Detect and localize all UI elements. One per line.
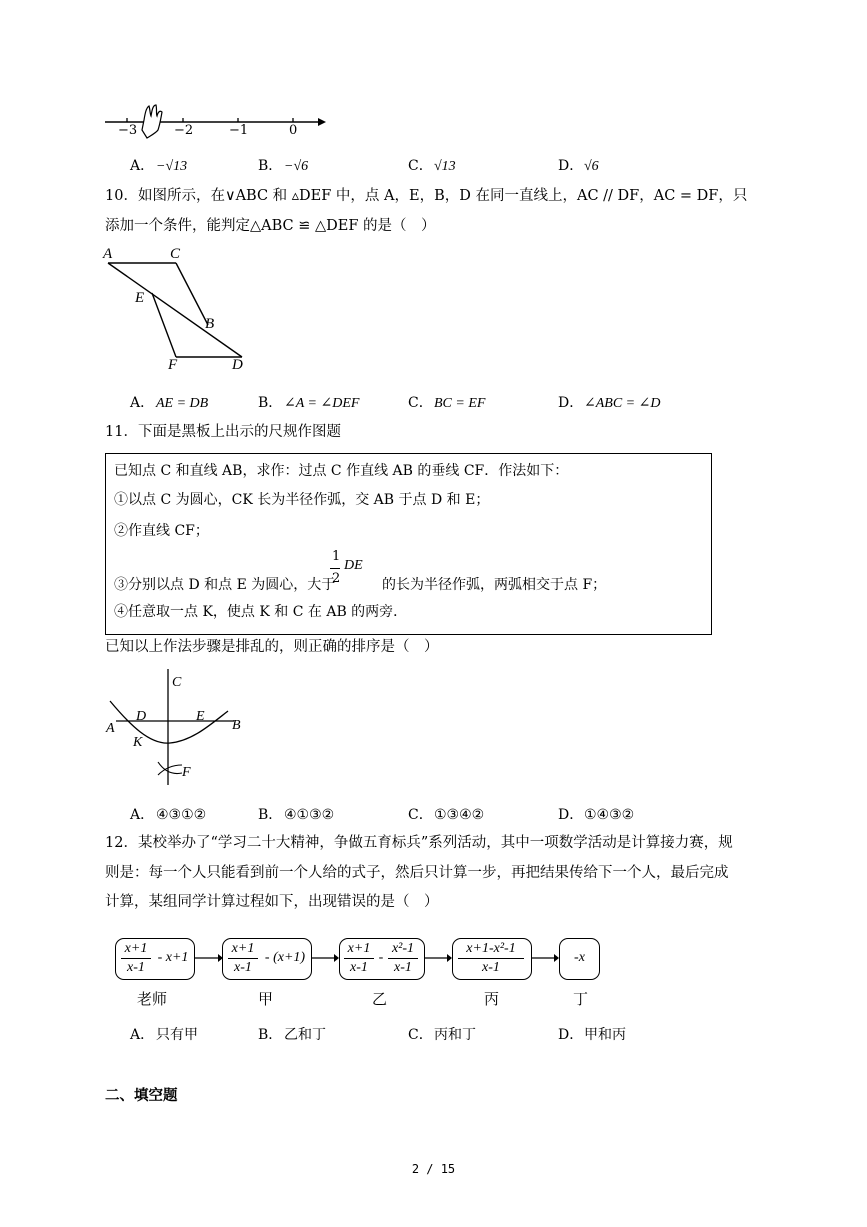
chain-caption-bing: 丙 [484,990,500,1008]
option-value: ④①③② [284,807,335,823]
q9-option-a[interactable] [130,155,187,175]
q12-option-c[interactable] [408,1024,476,1044]
q11-option-a[interactable] [130,804,206,824]
option-value: AE = DB [156,396,209,411]
page-number: 2 / 15 [411,1162,456,1176]
chain-teacher-bar [121,958,151,959]
chain-jia-den: x-1 [234,960,252,975]
chain-yi-mid: - [378,950,384,965]
q11-box-frac-bar [330,568,340,569]
chain-arrows [190,950,565,966]
q11-option-c[interactable] [408,804,484,824]
q11-box-line4-post: 的长为半径作弧，两弧相交于点 F； [382,577,607,593]
chain-yi-num2: x²-1 [391,941,415,956]
option-letter: C． [408,395,433,411]
chain-teacher-num: x+1 [124,941,148,956]
q10-line2: 添加一个条件，能判定△ABC ≌ △DEF 的是（ ） [105,218,436,234]
tick-label-neg2: −2 [174,123,194,138]
option-value: ④③①② [156,807,207,823]
option-value: ∠ABC = ∠D [584,396,661,411]
q11-box-line1: 已知点 C 和直线 AB，求作：过点 C 作直线 AB 的垂线 CF．作法如下： [114,463,569,479]
q10-label-c: C [170,246,181,262]
option-letter: D． [558,807,584,823]
section-heading: 二、填空题 [105,1087,178,1104]
option-letter: D． [558,158,584,174]
q11-intro: 11．下面是黑板上出示的尺规作图题 [105,424,341,440]
option-value: ①④③② [584,807,635,823]
q9-option-d[interactable] [558,155,599,175]
q11-option-d[interactable] [558,804,634,824]
q11-box-frac-tail: DE [344,558,363,573]
q11-label-b: B [232,718,241,733]
q11-label-c: C [172,675,182,690]
option-letter: B． [258,807,283,823]
chain-teacher-den: x-1 [127,960,145,975]
q11-label-k: K [133,735,143,750]
q9-option-b[interactable] [258,155,308,175]
q12-line1: 12．某校举办了“学习二十大精神，争做五育标兵”系列活动，其中一项数学活动是计算接力赛，规 [105,835,733,851]
option-letter: C． [408,1027,433,1043]
q10-label-a: A [103,246,113,262]
q11-question: 已知以上作法步骤是排乱的，则正确的排序是（ ） [105,639,439,655]
q12-option-d[interactable] [558,1024,626,1044]
q11-option-b[interactable] [258,804,334,824]
q11-box-frac-num: 1 [332,549,341,564]
option-value: −√6 [284,159,309,174]
chain-jia-tail: - (x+1) [264,950,306,965]
chain-caption-teacher: 老师 [137,990,168,1008]
chain-caption-yi: 乙 [372,990,388,1008]
q12-option-a[interactable] [130,1024,198,1044]
option-letter: A． [130,158,155,174]
q11-label-a: A [106,721,115,736]
option-value: −√13 [156,159,188,174]
chain-jia-num: x+1 [231,941,255,956]
q10-label-b: B [205,316,215,332]
q11-box-line3: ②作直线 CF； [114,523,209,539]
chain-teacher-tail: - x+1 [157,950,189,965]
q11-box-frac-den: 2 [332,571,341,586]
option-value: 乙和丁 [284,1027,326,1043]
q11-box-line2: ①以点 C 为圆心，CK 长为半径作弧，交 AB 于点 D 和 E； [114,492,490,508]
chain-ding-value: -x [574,950,585,965]
option-letter: B． [258,395,283,411]
q11-label-f: F [182,765,191,780]
tick-label-0: 0 [289,123,298,138]
q12-option-b[interactable] [258,1024,326,1044]
q10-option-c[interactable] [408,392,485,412]
q10-label-d: D [232,357,243,373]
option-letter: A． [130,807,155,823]
option-value: BC = EF [434,396,486,411]
chain-bing-num: x+1-x²-1 [466,941,516,956]
q10-label-e: E [135,290,145,306]
tick-label-neg1: −1 [229,123,249,138]
chain-caption-jia: 甲 [258,990,274,1008]
q11-label-e: E [196,709,205,724]
q10-figure [100,245,260,375]
option-letter: B． [258,1027,283,1043]
q11-problem-box [105,453,712,635]
option-value: √13 [434,159,456,174]
q10-label-f: F [168,357,178,373]
chain-yi-den: x-1 [350,960,368,975]
q10-line1: 10．如图所示，在∨ABC 和 ▵DEF 中，点 A，E，B，D 在同一直线上，AC // DF，AC = DF，只 [105,188,748,204]
q10-option-b[interactable] [258,392,359,412]
option-letter: D． [558,395,584,411]
option-value: 丙和丁 [434,1027,476,1043]
chain-yi-num: x+1 [347,941,371,956]
option-value: ①③④② [434,807,485,823]
q9-option-c[interactable] [408,155,456,175]
option-letter: A． [130,395,155,411]
option-letter: A． [130,1027,155,1043]
q10-option-a[interactable] [130,392,208,412]
q11-box-line4-pre: ③分别以点 D 和点 E 为圆心，大于 [114,577,336,593]
q12-line3: 计算，某组同学计算过程如下，出现错误的是（ ） [105,894,439,910]
option-value: ∠A = ∠DEF [284,396,360,411]
option-value: √6 [584,159,599,174]
option-letter: C． [408,807,433,823]
chain-yi-den2: x-1 [394,960,412,975]
chain-bing-den: x-1 [482,960,500,975]
option-letter: B． [258,158,283,174]
q11-box-line5: ④任意取一点 K，使点 K 和 C 在 AB 的两旁． [114,604,408,620]
q11-label-d: D [136,709,147,724]
option-letter: C． [408,158,433,174]
tick-label-neg3: −3 [118,123,138,138]
q12-line2: 则是：每一个人只能看到前一个人给的式子，然后只计算一步，再把结果传给下一个人，最后完成 [105,865,729,881]
option-value: 甲和丙 [584,1027,626,1043]
option-letter: D． [558,1027,584,1043]
option-value: 只有甲 [156,1027,198,1043]
chain-caption-ding: 丁 [573,990,589,1008]
q10-option-d[interactable] [558,392,660,412]
